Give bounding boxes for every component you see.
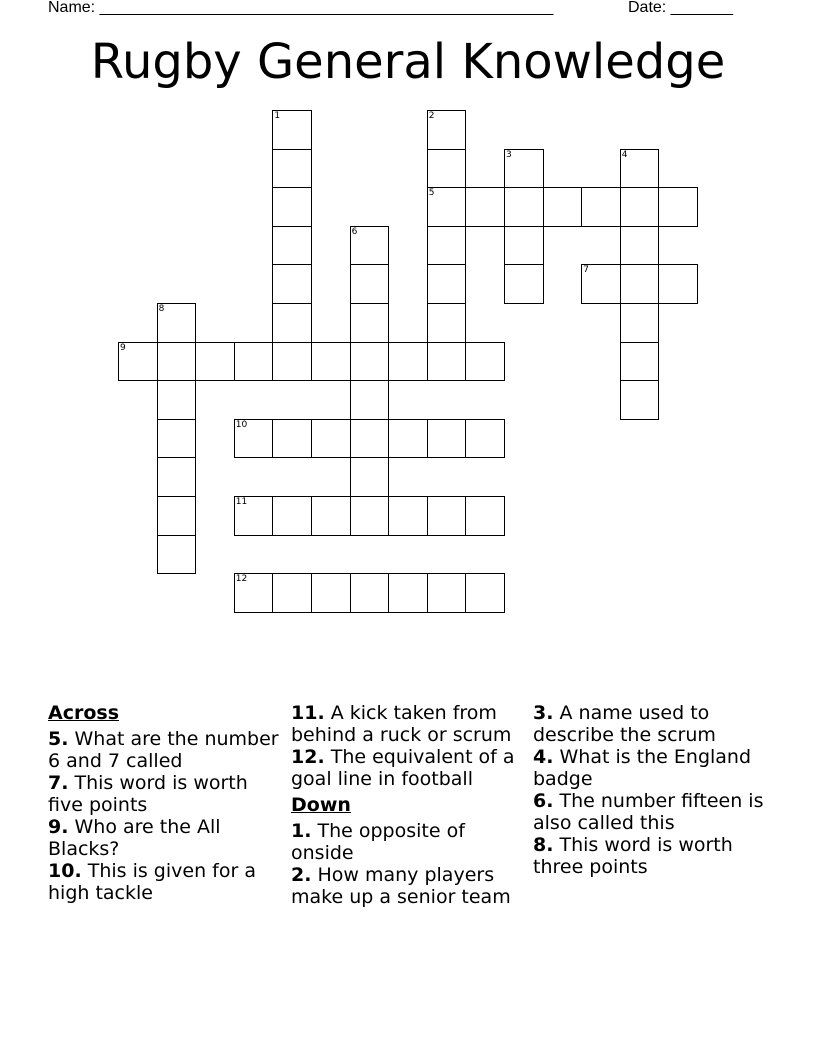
clue-text: The opposite of onside — [291, 820, 465, 864]
clue-number: 1. — [291, 820, 312, 842]
clue-text: A kick taken from behind a ruck or scrum — [291, 702, 512, 746]
grid-cell — [157, 303, 197, 343]
clue-down-1 — [291, 820, 527, 864]
cell-number: 8 — [158, 304, 165, 314]
date-field-label: Date: _______ — [628, 0, 733, 16]
grid-cell — [388, 342, 428, 382]
cell-number: 12 — [235, 574, 248, 585]
cell-number: 3 — [506, 149, 512, 160]
clue-across-9 — [48, 816, 284, 860]
grid-cell — [658, 264, 698, 304]
clue-number: 10. — [48, 860, 82, 882]
grid-cell — [350, 573, 390, 613]
cell-number: 6 — [351, 226, 358, 237]
grid-cell — [427, 264, 467, 304]
grid-cell — [195, 342, 235, 382]
grid-cell — [465, 342, 505, 382]
clue-across-10 — [48, 860, 284, 904]
clue-text: The number fifteen is also called this — [533, 790, 764, 834]
across-heading: Across — [48, 702, 120, 724]
clue-text: What is the England badge — [533, 746, 752, 790]
grid-cell — [311, 573, 351, 613]
clues-column-1 — [48, 702, 284, 904]
grid-cell — [272, 419, 312, 459]
clue-down-2 — [291, 864, 527, 908]
grid-cell — [234, 573, 274, 613]
clue-number: 2. — [291, 864, 312, 886]
grid-cell — [350, 380, 390, 420]
grid-cell — [234, 342, 274, 382]
grid-cell — [350, 457, 390, 497]
grid-cell — [350, 342, 390, 382]
grid-cell — [465, 496, 505, 536]
grid-cell — [427, 226, 467, 266]
clue-number: 9. — [48, 816, 69, 838]
clue-text: This is given for a high tackle — [48, 860, 256, 904]
grid-cell — [581, 264, 621, 304]
cell-number: 9 — [120, 342, 126, 353]
grid-cell — [272, 342, 312, 382]
grid-cell — [388, 496, 428, 536]
grid-cell — [272, 303, 312, 343]
grid-cell — [504, 264, 544, 304]
grid-cell — [504, 149, 544, 189]
grid-cell — [658, 187, 698, 227]
grid-cell — [311, 419, 351, 459]
clue-text: This word is worth five points — [48, 772, 248, 816]
grid-cell — [350, 419, 390, 459]
grid-cell — [465, 419, 505, 459]
grid-cell — [234, 496, 274, 536]
clue-number: 12. — [291, 746, 325, 768]
grid-cell — [311, 496, 351, 536]
grid-cell — [388, 419, 428, 459]
grid-cell — [350, 303, 390, 343]
clue-number: 6. — [533, 790, 554, 812]
grid-cell — [427, 573, 467, 613]
grid-cell — [620, 226, 660, 266]
grid-cell — [427, 419, 467, 459]
grid-cell — [350, 226, 390, 266]
grid-cell — [157, 380, 197, 420]
grid-cell — [272, 496, 312, 536]
grid-cell — [157, 342, 197, 382]
clue-across-5 — [48, 728, 284, 772]
grid-cell — [620, 303, 660, 343]
grid-cell — [272, 110, 312, 150]
header-row — [48, 0, 748, 19]
clue-text: What are the number 6 and 7 called — [48, 728, 279, 772]
grid-cell — [350, 264, 390, 304]
grid-cell — [311, 342, 351, 382]
grid-cell — [620, 380, 660, 420]
grid-cell — [234, 419, 274, 459]
cell-number: 4 — [621, 149, 628, 160]
clue-number: 8. — [533, 834, 554, 856]
grid-cell — [620, 149, 660, 189]
grid-cell — [427, 187, 467, 227]
grid-cell — [427, 110, 467, 150]
grid-cell — [118, 342, 158, 382]
grid-cell — [427, 149, 467, 189]
grid-cell — [620, 264, 660, 304]
grid-cell — [427, 496, 467, 536]
clue-number: 4. — [533, 746, 554, 768]
grid-cell — [465, 573, 505, 613]
clue-text: Who are the All Blacks? — [48, 816, 221, 860]
down-heading: Down — [291, 794, 351, 816]
grid-cell — [272, 226, 312, 266]
clue-number: 5. — [48, 728, 69, 750]
clues-column-3 — [533, 702, 773, 878]
grid-cell — [543, 187, 583, 227]
clue-text: A name used to describe the scrum — [533, 702, 716, 746]
cell-number: 5 — [428, 188, 435, 199]
clue-text: The equivalent of a goal line in football — [291, 746, 515, 790]
grid-cell — [157, 535, 197, 575]
grid-cell — [157, 496, 197, 536]
clue-down-8 — [533, 834, 773, 878]
clue-text: How many players make up a senior team — [291, 864, 511, 908]
clue-down-4 — [533, 746, 773, 790]
clue-down-6 — [533, 790, 773, 834]
cell-number: 2 — [428, 111, 435, 121]
clue-number: 11. — [291, 702, 325, 724]
grid-cell — [350, 496, 390, 536]
grid-cell — [272, 149, 312, 189]
clue-across-7 — [48, 772, 284, 816]
grid-cell — [427, 303, 467, 343]
grid-cell — [272, 573, 312, 613]
grid-cell — [504, 226, 544, 266]
grid-cell — [465, 187, 505, 227]
grid-cell — [272, 187, 312, 227]
clue-number: 3. — [533, 702, 554, 724]
grid-cell — [581, 187, 621, 227]
page-title: Rugby General Knowledge — [90, 34, 726, 90]
grid-cell — [427, 342, 467, 382]
grid-cell — [620, 342, 660, 382]
grid-cell — [157, 419, 197, 459]
grid-cell — [157, 457, 197, 497]
cell-number: 11 — [235, 497, 248, 507]
grid-cell — [620, 187, 660, 227]
clues-column-2 — [291, 702, 527, 908]
clue-text: This word is worth three points — [533, 834, 733, 878]
name-field-label: Name: ___________________________________________________ — [48, 0, 554, 16]
cell-number: 1 — [274, 111, 281, 121]
clue-number: 7. — [48, 772, 69, 794]
grid-cell — [504, 187, 544, 227]
clue-across-11 — [291, 702, 527, 746]
clue-down-3 — [533, 702, 773, 746]
grid-cell — [388, 573, 428, 613]
clue-across-12 — [291, 746, 527, 790]
cell-number: 10 — [235, 419, 248, 430]
cell-number: 7 — [583, 265, 589, 276]
grid-cell — [272, 264, 312, 304]
